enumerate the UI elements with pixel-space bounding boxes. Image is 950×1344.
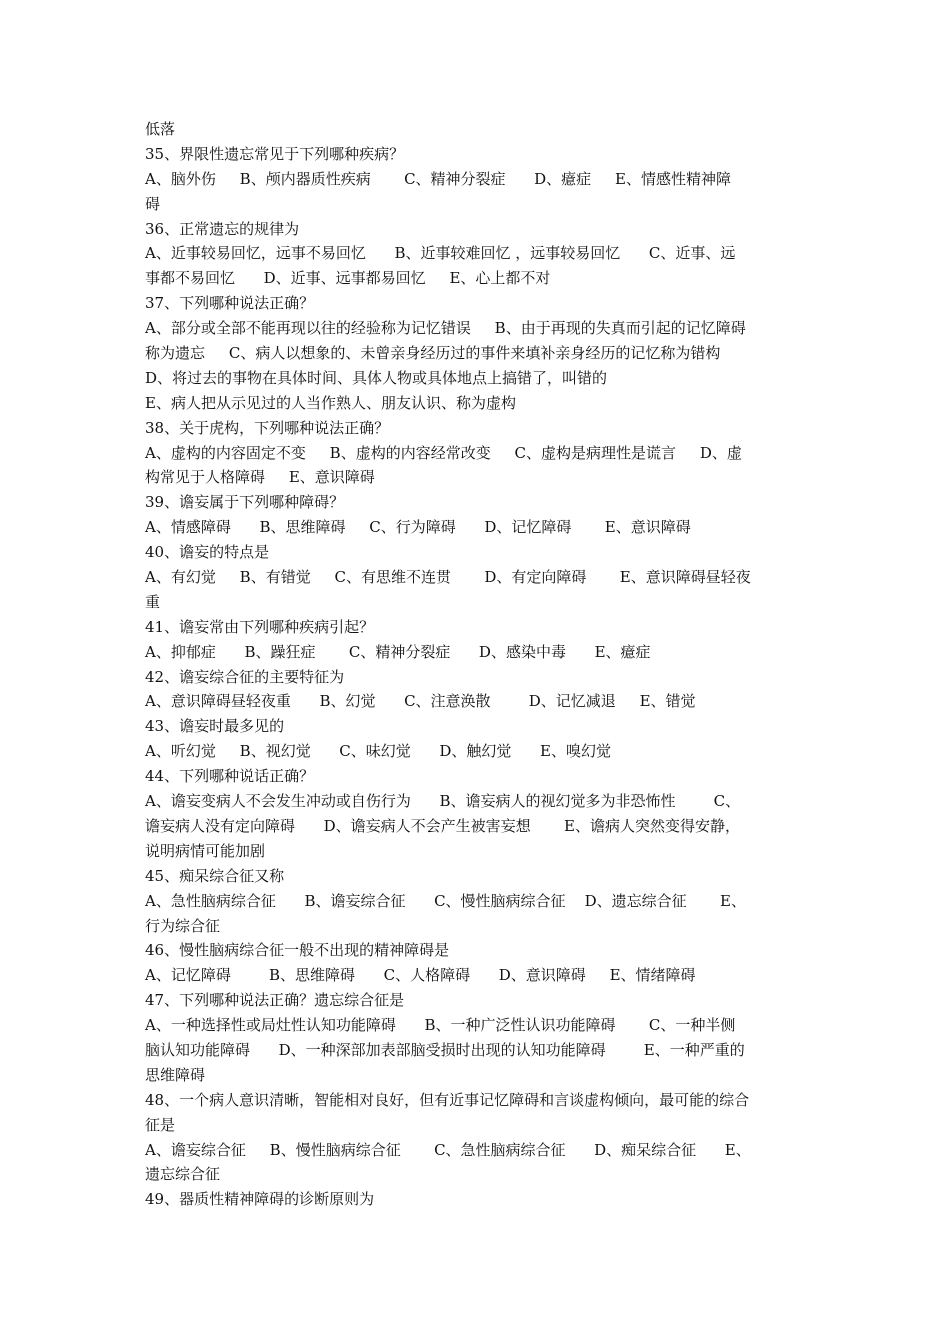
question-44: 44、下列哪种说话正确？ (145, 767, 315, 786)
text-line: 遗忘综合征 (145, 1165, 221, 1184)
question-45: 45、痴呆综合征又称 (145, 866, 285, 885)
question-42: 42、谵妄综合征的主要特征为 (145, 667, 345, 686)
text-line: E、病人把从示见过的人当作熟人、朋友认识、称为虚构 (145, 393, 516, 412)
options-35: A、脑外伤 B、颅内器质性疾病 C、精神分裂症 D、癔症 E、情感性精神障 (145, 169, 731, 188)
text-line: 行为综合征 (145, 916, 221, 935)
text-line: 重 (145, 592, 161, 611)
text-line: 碍 (145, 194, 161, 213)
question-46: 46、慢性脑病综合征一般不出现的精神障碍是 (145, 941, 450, 960)
options-37: A、部分或全部不能再现以往的经验称为记忆错误 B、由于再现的失真而引起的记忆障碍 (145, 319, 746, 338)
question-35: 35、界限性遗忘常见于下列哪种疾病？ (145, 144, 405, 163)
options-47: A、一种选择性或局灶性认知功能障碍 B、一种广泛性认识功能障碍 C、一种半侧 (145, 1016, 736, 1035)
options-36: A、近事较易回忆，远事不易回忆 B、近事较难回忆 ，远事较易回忆 C、近事、远 (145, 244, 736, 263)
options-44: A、谵妄变病人不会发生冲动或自伤行为 B、谵妄病人的视幻觉多为非恐怖性 C、 (145, 792, 741, 811)
text-line: 事都不易回忆 D、近事、远事都易回忆 E、心上都不对 (145, 269, 551, 288)
question-43: 43、谵妄时最多见的 (145, 717, 285, 736)
text-line: 脑认知功能障碍 D、一种深部加表部脑受损时出现的认知功能障碍 E、一种严重的 (145, 1040, 745, 1059)
text-line: 谵妄病人没有定向障碍 D、谵妄病人不会产生被害妄想 E、谵病人突然变得安静， (145, 816, 740, 835)
question-47: 47、下列哪种说法正确？遗忘综合征是 (145, 991, 405, 1010)
question-48: 48、一个病人意识清晰，智能相对良好，但有近事记忆障碍和言谈虚构倾向，最可能的综合 (145, 1090, 750, 1109)
text-line: 思维障碍 (145, 1065, 206, 1084)
question-39: 39、谵妄属于下列哪种障碍？ (145, 493, 345, 512)
question-40: 40、谵妄的特点是 (145, 543, 270, 562)
options-38: A、虚构的内容固定不变 B、虚构的内容经常改变 C、虚构是病理性是谎言 D、虚 (145, 443, 742, 462)
options-48: A、谵妄综合征 B、慢性脑病综合征 C、急性脑病综合征 D、痴呆综合征 E、 (145, 1140, 751, 1159)
text-line: 称为遗忘 C、病人以想象的、未曾亲身经历过的事件来填补亲身经历的记忆称为错构 (145, 344, 721, 363)
question-49: 49、器质性精神障碍的诊断原则为 (145, 1190, 375, 1209)
document-body (145, 117, 810, 1212)
options-39: A、情感障碍 B、思维障碍 C、行为障碍 D、记忆障碍 E、意识障碍 (145, 518, 691, 537)
options-45: A、急性脑病综合征 B、谵妄综合征 C、慢性脑病综合征 D、遗忘综合征 E、 (145, 891, 746, 910)
options-46: A、记忆障碍 B、思维障碍 C、人格障碍 D、意识障碍 E、情绪障碍 (145, 966, 696, 985)
text-line: 构常见于人格障碍 E、意识障碍 (145, 468, 375, 487)
options-40: A、有幻觉 B、有错觉 C、有思维不连贯 D、有定向障碍 E、意识障碍昼轻夜 (145, 568, 751, 587)
options-43: A、听幻觉 B、视幻觉 C、味幻觉 D、触幻觉 E、嗅幻觉 (145, 742, 611, 761)
question-41: 41、谵妄常由下列哪种疾病引起？ (145, 617, 375, 636)
text-line: 低落 (145, 120, 176, 138)
text-line: 征是 (145, 1115, 176, 1134)
text-line: D、将过去的事物在具体时间、具体人物或具体地点上搞错了，叫错的 (145, 368, 608, 387)
options-41: A、抑郁症 B、躁狂症 C、精神分裂症 D、感染中毒 E、癔症 (145, 642, 651, 661)
options-42: A、意识障碍昼轻夜重 B、幻觉 C、注意涣散 D、记忆减退 E、错觉 (145, 692, 696, 711)
question-37: 37、下列哪种说法正确？ (145, 294, 315, 313)
question-36: 36、正常遗忘的规律为 (145, 219, 300, 238)
question-38: 38、关于虎构，下列哪种说法正确？ (145, 418, 390, 437)
text-line: 说明病情可能加剧 (145, 841, 266, 860)
